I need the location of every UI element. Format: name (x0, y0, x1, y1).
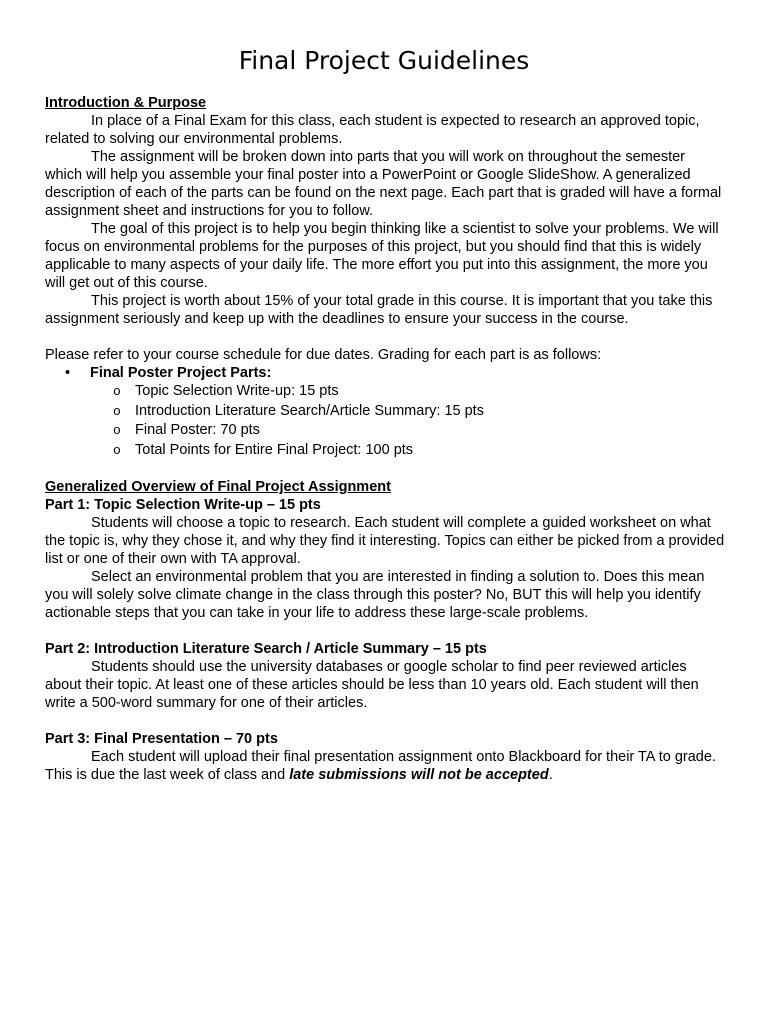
grading-sub-list (45, 382, 725, 460)
intro-paragraph-3: The goal of this project is to help you begin thinking like a scientist to solve your problems. We will focus on environmental problems for the purposes of this project, but you should find that this is widely applicable to many aspects of your daily life. The more effort you put into this assignment, the more you will get out of this course. (45, 221, 719, 291)
sub-bullet-marker: o (113, 403, 121, 419)
grading-item (45, 382, 725, 402)
grading-item (45, 421, 725, 441)
grading-item (45, 441, 725, 461)
spacer (45, 712, 725, 730)
part1-paragraph-1: Students will choose a topic to research. Each student will complete a guided worksheet on what the topic is, why they chose it, and why they find it interesting. Topics can either be picked from a provided list or one of their own with TA approval. (45, 515, 725, 567)
spacer (45, 622, 725, 640)
grading-item-label: Total Points for Entire Final Project: 100 pts (135, 441, 414, 458)
bullet-marker: • (65, 365, 71, 381)
grading-list (45, 364, 725, 382)
spacer (45, 460, 725, 478)
document-title: Final Project Guidelines (238, 46, 530, 75)
intro-paragraph-1: In place of a Final Exam for this class, each student is expected to research an approved topic, related to solving our environmental problems. (45, 113, 700, 147)
part3-paragraph-start: Each student will upload their final presentation assignment onto Blackboard for their TA to grade. This is due the last week of class and (45, 749, 716, 783)
sub-bullet-marker: o (113, 423, 121, 438)
grading-bullet (45, 364, 725, 382)
part2-paragraph: Students should use the university databases or google scholar to find peer reviewed articles about their topic. At least one of these articles should be less than 10 years old. Each student will then write a 500-word summary for one of their articles. (45, 659, 699, 711)
grading-lead: Please refer to your course schedule for due dates. Grading for each part is as follows: (45, 347, 602, 363)
part3-paragraph-end: . (548, 767, 553, 783)
grading-item-label: Topic Selection Write-up: 15 pts (135, 383, 339, 399)
intro-heading: Introduction & Purpose (45, 95, 207, 111)
part2-heading: Part 2: Introduction Literature Search / Article Summary – 15 pts (45, 641, 487, 657)
late-submission-notice: late submissions will not be accepted (289, 767, 549, 783)
intro-paragraph-4: This project is worth about 15% of your total grade in this course. It is important that you take this assignment seriously and keep up with the deadlines to ensure your success in the course. (45, 293, 713, 327)
document-body (45, 94, 725, 784)
spacer (45, 328, 725, 346)
intro-paragraph-2: The assignment will be broken down into parts that you will work on throughout the semester which will help you assemble your final poster into a PowerPoint or Google SlideShow. A generalized description of each of the parts can be found on the next page. Each part that is graded will have a formal assignment sheet and instructions for you to follow. (45, 149, 722, 219)
sub-bullet-marker: o (113, 442, 121, 458)
part1-paragraph-2: Select an environmental problem that you are interested in finding a solution to. Does this mean you will solely solve climate change in the class through this poster? No, BUT this will help you identify actionable steps that you can take in your life to address these large-scale problems. (45, 569, 705, 621)
grading-item (45, 402, 725, 422)
grading-item-label: Introduction Literature Search/Article Summary: 15 pts (135, 402, 484, 419)
overview-heading: Generalized Overview of Final Project Assignment (45, 479, 391, 495)
part3-heading: Part 3: Final Presentation – 70 pts (45, 731, 278, 747)
grading-item-label: Final Poster: 70 pts (135, 422, 260, 438)
grading-bullet-label: Final Poster Project Parts: (90, 365, 272, 381)
part1-heading: Part 1: Topic Selection Write-up – 15 pts (45, 497, 321, 513)
part3-paragraph (45, 748, 725, 784)
sub-bullet-marker: o (113, 384, 121, 399)
